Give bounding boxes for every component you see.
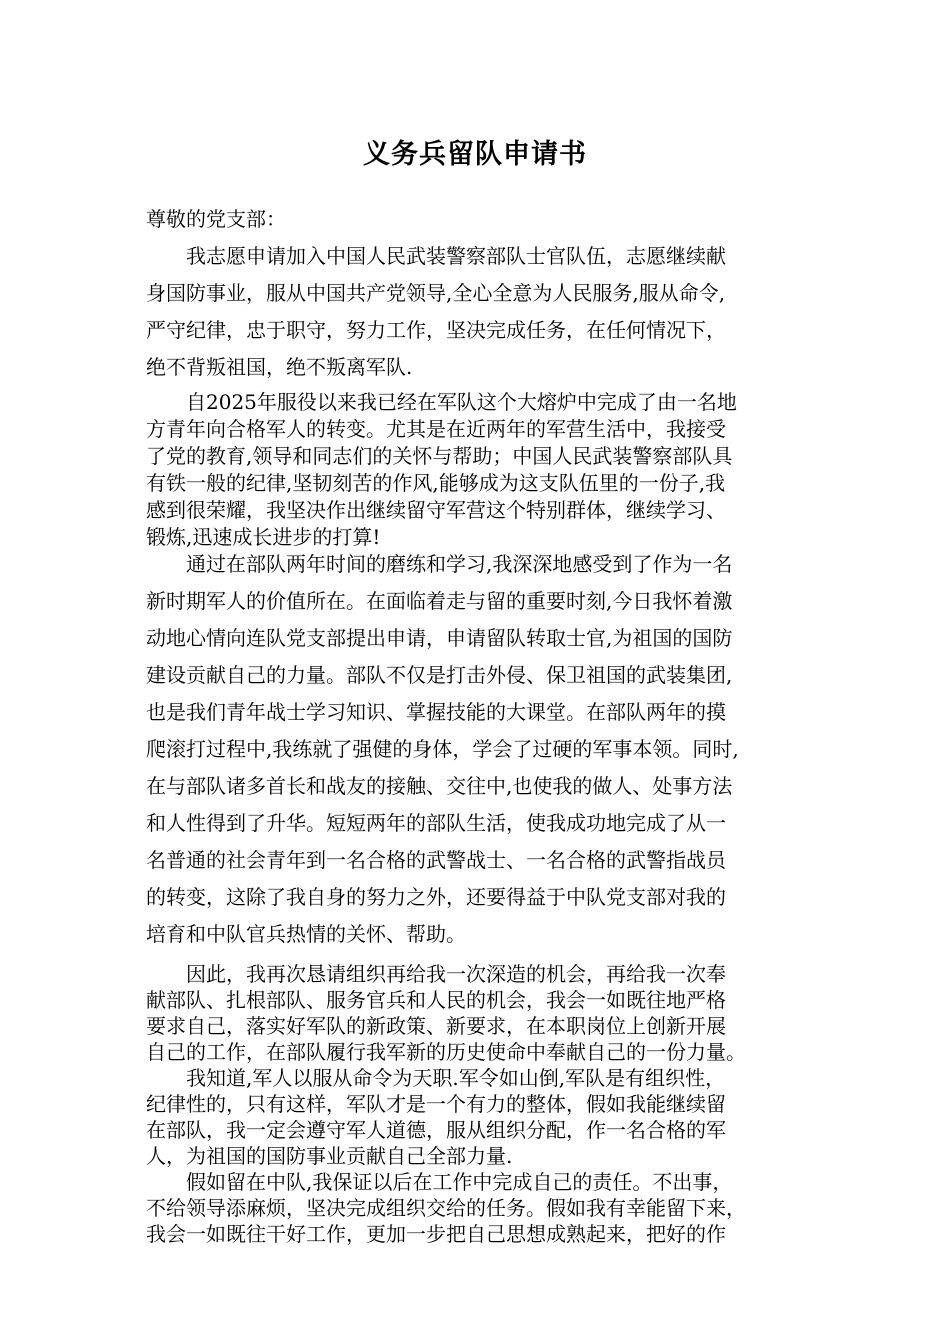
text-line: 在部队，我一定会遵守军人道德，服从组织分配，作一名合格的军 — [146, 1118, 726, 1142]
document-title: 义务兵留队申请书 — [363, 139, 587, 170]
text-line: 感到很荣耀，我坚决作出继续留守军营这个特别群体，继续学习、 — [146, 498, 726, 522]
text-line: 名普通的社会青年到一名合格的武警战士、一名合格的武警指战员 — [146, 848, 726, 872]
text-line: 和人性得到了升华。短短两年的部队生活，使我成功地完成了从一 — [146, 811, 726, 835]
text-line: 纪律性的，只有这样，军队才是一个有力的整体，假如我能继续留 — [146, 1092, 726, 1116]
text-line: 新时期军人的价值所在。在面临着走与留的重要时刻,今日我怀着激 — [146, 589, 733, 613]
text-line: 通过在部队两年时间的磨练和学习,我深深地感受到了作为一名 — [186, 552, 733, 576]
text-line: 身国防事业，服从中国共产党领导,全心全意为人民服务,服从命令, — [146, 281, 726, 305]
text-line: 献部队、扎根部队、服务官兵和人民的机会，我会一如既往地严格 — [146, 988, 726, 1012]
text-line: 在与部队诸多首长和战友的接触、交往中,也使我的做人、处事方法 — [146, 774, 733, 798]
text-line: 自己的工作，在部队履行我军新的历史使命中奉献自己的一份力量。 — [146, 1040, 746, 1064]
text-line: 动地心情向连队党支部提出申请，申请留队转取士官,为祖国的国防 — [146, 626, 733, 650]
text-line: 有铁一般的纪律,坚韧刻苦的作风,能够成为这支队伍里的一份子,我 — [146, 471, 726, 495]
text-line: 方青年向合格军人的转变。尤其是在近两年的军营生活中，我接受 — [146, 417, 726, 441]
text-line: 也是我们青年战士学习知识、掌握技能的大课堂。在部队两年的摸 — [146, 700, 726, 724]
text-line: 了党的教育,领导和同志们的关怀与帮助；中国人民武装警察部队具 — [146, 444, 733, 468]
text-line: 锻炼,迅速成长进步的打算! — [146, 525, 381, 549]
text-line: 因此，我再次恳请组织再给我一次深造的机会，再给我一次奉 — [186, 962, 726, 986]
text-line: 绝不背叛祖国，绝不叛离军队. — [146, 355, 413, 379]
text-line: 假如留在中队,我保证以后在工作中完成自己的责任。不出事， — [186, 1170, 733, 1194]
text-line: 人，为祖国的国防事业贡献自己全部力量. — [146, 1144, 513, 1168]
text-line: 的转变，这除了我自身的努力之外，还要得益于中队党支部对我的 — [146, 885, 726, 909]
text-line: 我志愿申请加入中国人民武装警察部队士官队伍，志愿继续献 — [186, 244, 726, 268]
text-line: 爬滚打过程中,我练就了强健的身体，学会了过硬的军事本领。同时, — [146, 737, 739, 761]
text-line: 不给领导添麻烦，坚决完成组织交给的任务。假如我有幸能留下来， — [146, 1196, 746, 1220]
text-line: 严守纪律，忠于职守，努力工作，坚决完成任务，在任何情况下， — [146, 318, 726, 342]
text-line: 我知道,军人以服从命令为天职.军令如山倒,军队是有组织性， — [186, 1066, 726, 1090]
text-line: 培育和中队官兵热情的关怀、帮助。 — [146, 922, 466, 946]
text-line: 我会一如既往干好工作，更加一步把自己思想成熟起来，把好的作 — [146, 1222, 726, 1246]
text-line: 建设贡献自己的力量。部队不仅是打击外侵、保卫祖国的武装集团, — [146, 663, 733, 687]
text-line: 自2025年服役以来我已经在军队这个大熔炉中完成了由一名地 — [186, 390, 737, 414]
text-line: 要求自己，落实好军队的新政策、新要求，在本职岗位上创新开展 — [146, 1014, 726, 1038]
salutation: 尊敬的党支部： — [146, 207, 286, 231]
